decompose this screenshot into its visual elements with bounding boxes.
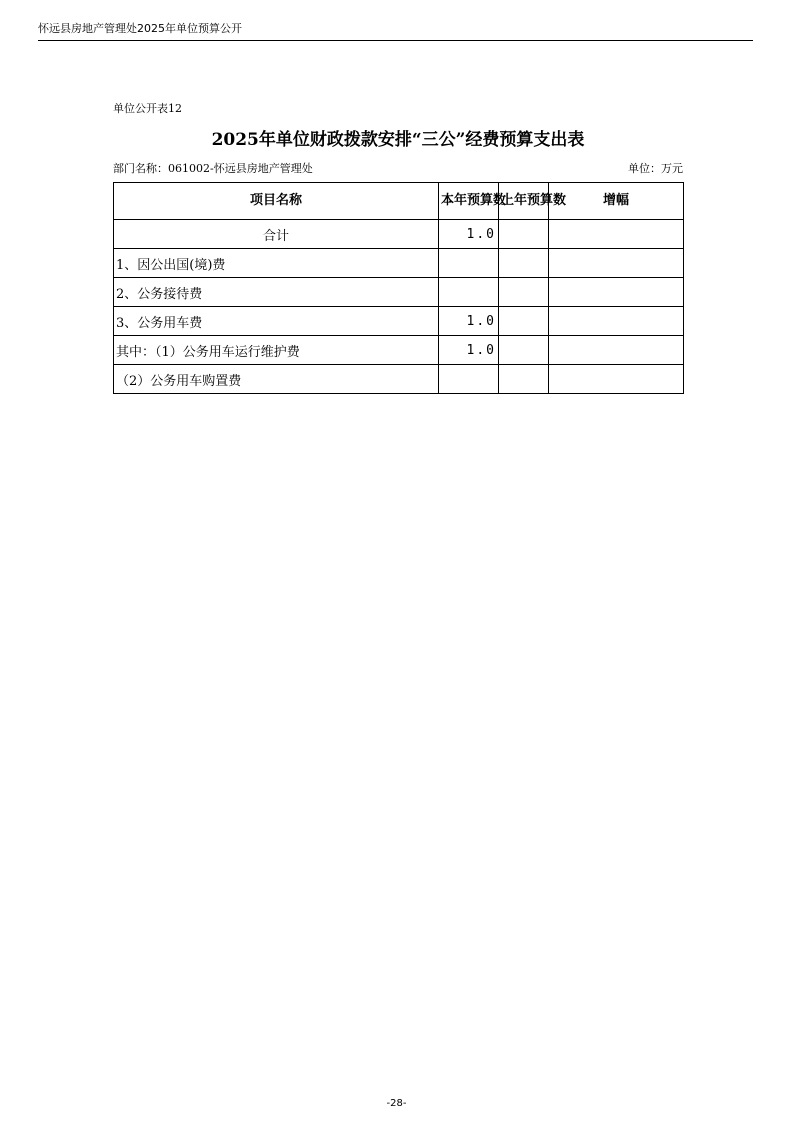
table-row [114, 336, 684, 365]
row-name: 1、因公出国(境)费 [114, 249, 439, 278]
row-name: 3、公务用车费 [114, 307, 439, 336]
row-current: 1.0 [439, 220, 499, 249]
table-number: 单位公开表12 [113, 102, 182, 115]
page-number: -28- [386, 1098, 407, 1109]
row-previous [499, 365, 549, 394]
table-row [114, 365, 684, 394]
column-header-current: 本年预算数 [439, 183, 499, 220]
unit-label: 单位：万元 [628, 162, 683, 175]
column-header-previous: 上年预算数 [499, 183, 549, 220]
row-previous [499, 249, 549, 278]
running-header [38, 20, 753, 41]
row-name: （2）公务用车购置费 [114, 365, 439, 394]
row-change [549, 249, 684, 278]
column-header-name: 项目名称 [114, 183, 439, 220]
table-row [114, 249, 684, 278]
row-name: 合计 [114, 220, 439, 249]
table-header-row [114, 183, 684, 220]
column-header-change: 增幅 [549, 183, 684, 220]
running-header-title: 怀远县房地产管理处2025年单位预算公开 [38, 22, 242, 35]
row-change [549, 307, 684, 336]
row-previous [499, 220, 549, 249]
row-name: 其中：（1）公务用车运行维护费 [114, 336, 439, 365]
row-name: 2、公务接待费 [114, 278, 439, 307]
row-previous [499, 307, 549, 336]
row-current [439, 365, 499, 394]
row-previous [499, 278, 549, 307]
row-change [549, 365, 684, 394]
row-current: 1.0 [439, 307, 499, 336]
budget-table [113, 182, 684, 394]
table-row [114, 307, 684, 336]
row-change [549, 220, 684, 249]
row-change [549, 336, 684, 365]
page-title: 2025年单位财政拨款安排“三公”经费预算支出表 [211, 130, 585, 150]
row-current: 1.0 [439, 336, 499, 365]
row-previous [499, 336, 549, 365]
department-name: 部门名称：061002-怀远县房地产管理处 [113, 162, 313, 175]
table-row-total [114, 220, 684, 249]
row-current [439, 278, 499, 307]
row-change [549, 278, 684, 307]
table-row [114, 278, 684, 307]
row-current [439, 249, 499, 278]
